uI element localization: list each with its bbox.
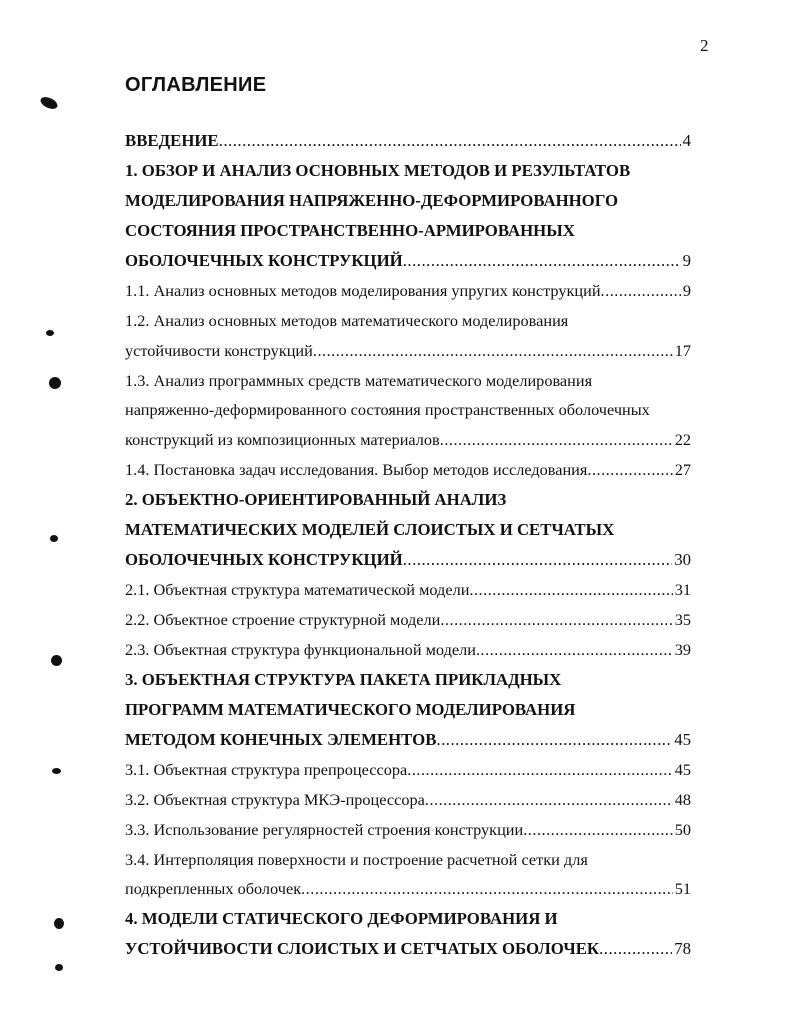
dot-leader bbox=[440, 425, 673, 455]
dot-leader bbox=[601, 276, 681, 306]
toc-entry-title: УСТОЙЧИВОСТИ СЛОИСТЫХ И СЕТЧАТЫХ ОБОЛОЧЕК bbox=[125, 939, 600, 959]
toc-line bbox=[125, 276, 691, 306]
toc-page-number: 45 bbox=[674, 759, 691, 779]
toc-page-number: 22 bbox=[674, 430, 691, 450]
toc-entry-title: конструкций из композиционных материалов bbox=[125, 430, 440, 450]
dot-leader bbox=[599, 934, 672, 964]
toc-entry-title: 3.2. Объектная структура МКЭ-процессора bbox=[125, 789, 425, 809]
toc-entry-title: 3.1. Объектная структура препроцессора bbox=[125, 759, 408, 779]
toc-entry bbox=[125, 485, 691, 575]
toc-entry bbox=[125, 455, 691, 485]
dot-leader bbox=[407, 755, 672, 785]
dot-leader bbox=[476, 635, 673, 665]
toc-entry-title: 3.3. Использование регулярностей строения конструкции bbox=[125, 819, 524, 839]
toc-page-number: 50 bbox=[674, 819, 691, 839]
toc-entry bbox=[125, 815, 691, 845]
toc-entry-title: МЕТОДОМ КОНЕЧНЫХ ЭЛЕМЕНТОВ bbox=[125, 729, 437, 749]
toc-entry-title: 1.4. Постановка задач исследования. Выбор методов исследования bbox=[125, 460, 588, 480]
toc-page-number: 9 bbox=[682, 280, 691, 300]
scan-speck bbox=[55, 964, 63, 971]
table-of-contents bbox=[125, 126, 691, 964]
dot-leader bbox=[436, 725, 672, 755]
scan-speck bbox=[39, 95, 60, 112]
toc-line bbox=[125, 246, 691, 276]
toc-entry bbox=[125, 575, 691, 605]
toc-entry bbox=[125, 306, 691, 366]
toc-page-number: 45 bbox=[674, 729, 691, 749]
toc-entry-title: 1. ОБЗОР И АНАЛИЗ ОСНОВНЫХ МЕТОДОВ И РЕЗУЛЬТАТОВ bbox=[125, 160, 631, 180]
dot-leader bbox=[219, 126, 681, 156]
toc-line bbox=[125, 485, 691, 515]
dot-leader bbox=[403, 246, 681, 276]
scan-speck bbox=[50, 535, 58, 542]
toc-entry-title: ВВЕДЕНИЕ bbox=[125, 131, 219, 150]
dot-leader bbox=[587, 455, 672, 485]
toc-entry-title: 2.3. Объектная структура функциональной модели bbox=[125, 639, 476, 659]
toc-entry bbox=[125, 755, 691, 785]
toc-page-number: 4 bbox=[682, 131, 691, 150]
toc-entry-title: напряженно-деформированного состояния пространственных оболочечных bbox=[125, 400, 650, 420]
toc-entry bbox=[125, 276, 691, 306]
toc-title: ОГЛАВЛЕНИЕ bbox=[125, 74, 267, 96]
toc-page-number: 9 bbox=[682, 250, 691, 270]
dot-leader bbox=[440, 605, 672, 635]
toc-entry bbox=[125, 785, 691, 815]
toc-page-number: 78 bbox=[674, 939, 691, 959]
toc-entry bbox=[125, 366, 691, 456]
scan-speck bbox=[46, 330, 54, 336]
toc-line bbox=[125, 845, 691, 875]
toc-line bbox=[125, 455, 691, 485]
dot-leader bbox=[301, 874, 673, 904]
toc-line bbox=[125, 904, 691, 934]
toc-line bbox=[125, 785, 691, 815]
toc-line bbox=[125, 425, 691, 455]
scan-speck bbox=[49, 377, 61, 389]
toc-page-number: 31 bbox=[674, 580, 691, 600]
toc-line bbox=[125, 515, 691, 545]
toc-entry-title: МАТЕМАТИЧЕСКИХ МОДЕЛЕЙ СЛОИСТЫХ И СЕТЧАТЫХ bbox=[125, 520, 615, 540]
toc-page-number: 39 bbox=[674, 639, 691, 659]
toc-line bbox=[125, 874, 691, 904]
toc-line bbox=[125, 575, 691, 605]
scan-speck bbox=[52, 768, 61, 774]
toc-entry bbox=[125, 635, 691, 665]
toc-page-number: 27 bbox=[674, 460, 691, 480]
toc-entry-title: 1.1. Анализ основных методов моделирования упругих конструкций bbox=[125, 280, 601, 300]
toc-line bbox=[125, 815, 691, 845]
toc-line bbox=[125, 605, 691, 635]
toc-entry-title: ОБОЛОЧЕЧНЫХ КОНСТРУКЦИЙ bbox=[125, 550, 403, 570]
scan-speck bbox=[54, 918, 64, 929]
toc-line bbox=[125, 545, 691, 575]
toc-entry-title: 1.3. Анализ программных средств математического моделирования bbox=[125, 370, 593, 390]
dot-leader bbox=[403, 545, 673, 575]
toc-entry-title: ПРОГРАММ МАТЕМАТИЧЕСКОГО МОДЕЛИРОВАНИЯ bbox=[125, 699, 576, 719]
toc-entry-title: МОДЕЛИРОВАНИЯ НАПРЯЖЕННО-ДЕФОРМИРОВАННОГО bbox=[125, 190, 619, 210]
toc-entry bbox=[125, 126, 691, 156]
toc-page-number: 17 bbox=[674, 340, 691, 360]
toc-page-number: 30 bbox=[674, 550, 691, 570]
toc-entry-title: 2.1. Объектная структура математической модели bbox=[125, 580, 470, 600]
toc-line bbox=[125, 934, 691, 964]
toc-line bbox=[125, 366, 691, 396]
dot-leader bbox=[313, 336, 673, 366]
toc-line bbox=[125, 216, 691, 246]
dot-leader bbox=[425, 785, 673, 815]
toc-entry bbox=[125, 904, 691, 964]
toc-page-number: 51 bbox=[674, 879, 691, 899]
toc-line bbox=[125, 156, 691, 186]
toc-line bbox=[125, 395, 691, 425]
page-number: 2 bbox=[700, 36, 709, 55]
toc-entry bbox=[125, 605, 691, 635]
toc-line bbox=[125, 186, 691, 216]
toc-entry-title: подкрепленных оболочек bbox=[125, 879, 302, 899]
toc-entry-title: 2.2. Объектное строение структурной модели bbox=[125, 610, 441, 629]
toc-line bbox=[125, 755, 691, 785]
toc-entry-title: 2. ОБЪЕКТНО-ОРИЕНТИРОВАННЫЙ АНАЛИЗ bbox=[125, 490, 507, 510]
toc-line bbox=[125, 306, 691, 336]
toc-line bbox=[125, 665, 691, 695]
toc-entry bbox=[125, 845, 691, 905]
toc-line bbox=[125, 336, 691, 366]
toc-entry-title: 4. МОДЕЛИ СТАТИЧЕСКОГО ДЕФОРМИРОВАНИЯ И bbox=[125, 909, 558, 929]
toc-entry-title: 1.2. Анализ основных методов математического моделирования bbox=[125, 310, 569, 330]
dot-leader bbox=[469, 575, 672, 605]
dot-leader bbox=[523, 815, 672, 845]
toc-entry-title: СОСТОЯНИЯ ПРОСТРАНСТВЕННО-АРМИРОВАННЫХ bbox=[125, 220, 575, 240]
toc-entry bbox=[125, 665, 691, 755]
toc-entry-title: ОБОЛОЧЕЧНЫХ КОНСТРУКЦИЙ bbox=[125, 250, 403, 270]
toc-line bbox=[125, 635, 691, 665]
scan-speck bbox=[51, 655, 62, 666]
toc-entry-title: 3.4. Интерполяция поверхности и построение расчетной сетки для bbox=[125, 849, 588, 869]
toc-entry-title: 3. ОБЪЕКТНАЯ СТРУКТУРА ПАКЕТА ПРИКЛАДНЫХ bbox=[125, 669, 562, 689]
toc-line bbox=[125, 695, 691, 725]
toc-page-number: 48 bbox=[674, 789, 691, 809]
toc-entry bbox=[125, 156, 691, 276]
toc-line bbox=[125, 725, 691, 755]
toc-entry-title: устойчивости конструкций bbox=[125, 340, 313, 360]
toc-page-number: 35 bbox=[674, 610, 691, 629]
toc-line bbox=[125, 126, 691, 156]
